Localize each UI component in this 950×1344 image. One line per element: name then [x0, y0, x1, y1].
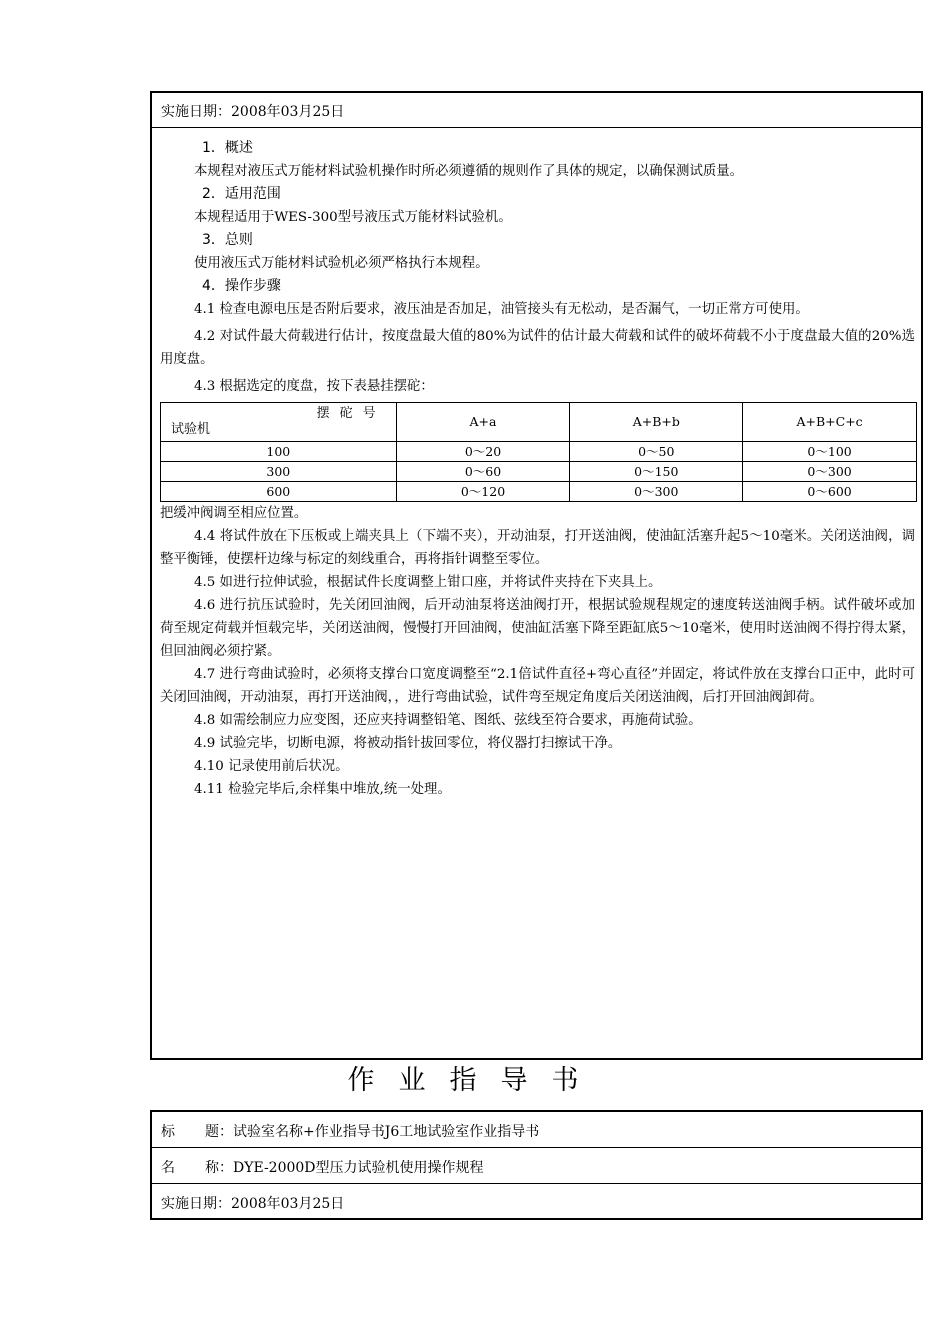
procedure-body [160, 137, 915, 801]
pendulum-table [160, 402, 917, 502]
step-4-11: 4.11 检验完毕后,余样集中堆放,统一处理。 [194, 782, 451, 797]
title-label-suffix: 题： [205, 1124, 233, 1140]
step-4-4: 4.4 将试件放在下压板或上端夹具上（下端不夹），开动油泵，打开送油阀，使油缸活塞升起5～10毫米。关闭送油阀，调整平衡锤，使摆杆边缘与标定的刻线重合，再将指针调整至零位。 [160, 529, 915, 567]
table-cell: 0～300 [570, 482, 743, 502]
table-row [161, 462, 917, 482]
table-cell: 0～60 [396, 462, 570, 482]
name-label-suffix: 称： [205, 1160, 233, 1176]
corner-top-label: 摆砣号 [316, 406, 386, 421]
after-table-text: 把缓冲阀调至相应位置。 [160, 506, 308, 521]
table-cell: 0～150 [570, 462, 743, 482]
section-3-text: 使用液压式万能材料试验机必须严格执行本规程。 [194, 256, 489, 271]
step-4-6: 4.6 进行抗压试验时，先关闭回油阀，后开动油泵将送油阀打开，根据试验规程规定的速度转送油阀手柄。试件破坏或加荷至规定荷载并恒载完毕，关闭送油阀，慢慢打开回油阀，使油缸活塞下降至距缸底5～10毫米，使用时送油阀不得拧得太紧，但回油阀必须拧紧。 [160, 598, 915, 659]
next-doc-header-frame [150, 1110, 923, 1220]
step-4-9: 4.9 试验完毕，切断电源，将被动指针拔回零位，将仪器打扫擦试干净。 [194, 736, 622, 751]
section-2-title: 2．适用范围 [202, 186, 281, 202]
title-label: 标 [161, 1124, 175, 1140]
table-cell: 0～120 [396, 482, 570, 502]
step-4-2: 4.2 对试件最大荷载进行估计，按度盘最大值的80%为试件的估计最大荷载和试件的破坏荷载不小于度盘最大值的20%选用度盘。 [160, 329, 915, 367]
section-4-title: 4．操作步骤 [202, 278, 281, 294]
section-2-text: 本规程适用于WES-300型号液压式万能材料试验机。 [194, 210, 512, 225]
step-4-8: 4.8 如需绘制应力应变图，还应夹持调整铅笔、图纸、弦线至符合要求，再施荷试验。 [194, 713, 702, 728]
table-col-header: A+B+C+c [743, 403, 917, 442]
doc-title-row [152, 1112, 921, 1148]
table-cell: 0～50 [570, 442, 743, 462]
table-cell-machine: 600 [161, 482, 397, 502]
doc-name-value: DYE-2000D型压力试验机使用操作规程 [233, 1160, 484, 1176]
table-row [161, 442, 917, 462]
doc-date-row: 实施日期：2008年03月25日 [161, 1196, 345, 1212]
table-corner-cell [161, 403, 397, 442]
implementation-date: 实施日期：2008年03月25日 [152, 93, 921, 128]
table-col-header: A+B+b [570, 403, 743, 442]
procedure-frame [150, 91, 923, 1060]
table-header-row [161, 403, 917, 442]
table-row [161, 482, 917, 502]
corner-bottom-label: 试验机 [171, 422, 211, 437]
step-4-1: 4.1 检查电源电压是否附后要求，液压油是否加足，油管接头有无松动，是否漏气，一切正常方可使用。 [194, 302, 809, 317]
step-4-5: 4.5 如进行拉伸试验，根据试件长度调整上钳口座，并将试件夹持在下夹具上。 [194, 575, 662, 590]
table-cell: 0～100 [743, 442, 917, 462]
table-cell: 0～20 [396, 442, 570, 462]
work-instruction-title: 作业指导书 [347, 1065, 603, 1096]
step-4-10: 4.10 记录使用前后状况。 [194, 759, 349, 774]
doc-title-value: 试验室名称+作业指导书J6工地试验室作业指导书 [233, 1124, 540, 1140]
section-1-title: 1．概述 [202, 140, 253, 156]
table-cell: 0～300 [743, 462, 917, 482]
table-col-header: A+a [396, 403, 570, 442]
section-3-title: 3．总则 [202, 232, 253, 248]
name-label: 名 [161, 1160, 175, 1176]
table-cell: 0～600 [743, 482, 917, 502]
section-1-text: 本规程对液压式万能材料试验机操作时所必须遵循的规则作了具体的规定，以确保测试质量。 [194, 164, 744, 179]
table-cell-machine: 300 [161, 462, 397, 482]
step-4-7: 4.7 进行弯曲试验时，必须将支撑台口宽度调整至“2.1倍试件直径+弯心直径”并固定，将试件放在支撑台口正中，此时可关闭回油阀，开动油泵，再打开送油阀，，进行弯曲试验，试件弯至规定角度后关闭送油阀，后打开回油阀卸荷。 [160, 667, 915, 705]
doc-name-row [152, 1148, 921, 1184]
table-cell-machine: 100 [161, 442, 397, 462]
step-4-3: 4.3 根据选定的度盘，按下表悬挂摆砣： [194, 379, 434, 394]
